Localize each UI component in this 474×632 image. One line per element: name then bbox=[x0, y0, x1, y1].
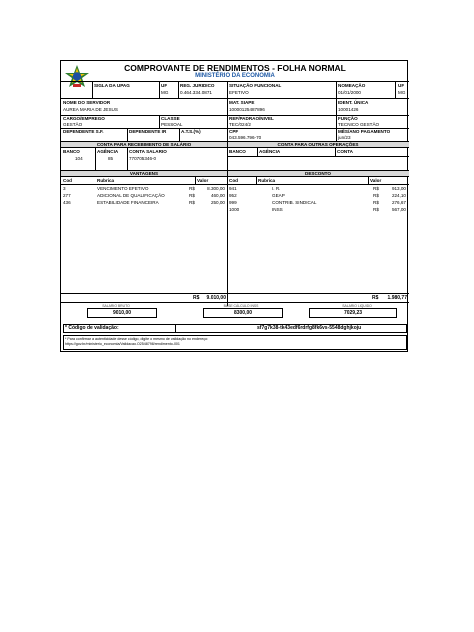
vantagens-title: VANTAGENS bbox=[61, 170, 227, 177]
list-item: 1000 bbox=[229, 207, 240, 212]
list-item: R$ bbox=[373, 186, 379, 191]
list-item: INSS bbox=[272, 207, 283, 212]
validation-code: sf7g7k38-tk43edf6rdrfg8fk6vs-5548dghjkoju bbox=[257, 325, 362, 331]
list-item: R$ bbox=[189, 193, 195, 198]
ident-value: 10001426 bbox=[338, 107, 359, 112]
base-inss-value: 8300,00 bbox=[233, 310, 253, 316]
list-item: I. R. bbox=[272, 186, 281, 191]
nomeacao-value: 01/01/2000 bbox=[338, 90, 361, 95]
classe-label: CLASSE bbox=[161, 116, 180, 121]
desconto-total: 1.980,77 bbox=[387, 295, 407, 301]
list-item: R$ bbox=[373, 207, 379, 212]
reg-label: REG. JURIDICO bbox=[180, 83, 215, 88]
desconto-total-currency: R$ bbox=[372, 295, 379, 301]
desconto-title: DESCONTO bbox=[227, 170, 409, 177]
banco-label: BANCO bbox=[63, 149, 80, 154]
list-item: ADICIONAL DE QUALIFICAÇÃO bbox=[97, 193, 165, 198]
vantagens-col-rubrica: Rubrica bbox=[97, 178, 115, 183]
uf-value: MG bbox=[161, 90, 169, 95]
vantagens-col-valor: Valor bbox=[197, 178, 209, 183]
cargo-value: GESTÃO bbox=[63, 122, 83, 127]
siape-value: 10000125487896 bbox=[229, 107, 265, 112]
uf2-value: MG bbox=[398, 90, 406, 95]
ident-label: IDENT. ÚNICA bbox=[338, 100, 369, 105]
list-item: R$ bbox=[373, 193, 379, 198]
cpf-label: CPF bbox=[229, 129, 239, 134]
document-title: COMPROVANTE DE RENDIMENTOS - FOLHA NORMAL bbox=[124, 63, 346, 73]
list-item: 913,00 bbox=[391, 186, 406, 191]
other-banco-label: BANCO bbox=[229, 149, 246, 154]
list-item: R$ bbox=[373, 200, 379, 205]
ministry-subtitle: MINISTÉRIO DA ECONOMIA bbox=[195, 73, 275, 79]
desconto-col-valor: Valor bbox=[370, 178, 382, 183]
vantagens-total: 9.010,00 bbox=[206, 295, 226, 301]
base-inss-label: BASE CÁLCULO INSS bbox=[223, 304, 259, 308]
payslip-document bbox=[60, 60, 408, 352]
agencia-value: 85 bbox=[108, 156, 114, 161]
list-item: 3 bbox=[63, 186, 66, 191]
desconto-col-rubrica: Rubrica bbox=[258, 178, 276, 183]
salario-bruto-label: SALARIO BRUTO bbox=[102, 304, 130, 308]
list-item: 8.300,00 bbox=[207, 186, 225, 191]
dep-ir-label: DEPENDENTE IR bbox=[129, 129, 167, 134]
list-item: GEAP bbox=[272, 193, 285, 198]
other-account-title: CONTA PARA OUTRAS OPERAÇÕES bbox=[227, 141, 409, 148]
funcao-value: TECNICO GESTÃO bbox=[338, 122, 380, 127]
validation-label: * Código de validação: bbox=[65, 325, 119, 331]
sigla-label: SIGLA DA UPAG bbox=[94, 83, 130, 88]
list-item: 250,00 bbox=[210, 200, 225, 205]
other-conta-label: CONTA bbox=[337, 149, 353, 154]
classe-value: PESSOAL bbox=[161, 122, 183, 127]
salario-liquido-label: SALARIO LIQUIDO bbox=[342, 304, 372, 308]
list-item: 436 bbox=[63, 200, 71, 205]
list-item: R$ bbox=[189, 186, 195, 191]
validation-note: * Para confirmar a autenticidade desse código, digite o mesmo de validação no endereço: bbox=[65, 337, 209, 341]
situacao-value: EFETIVO bbox=[229, 90, 249, 95]
uf2-label: UF bbox=[398, 83, 405, 88]
ats-label: A.T.S.(%) bbox=[181, 129, 201, 134]
validation-url[interactable]: https://gov.br/ministerio_economia/Validacao.O2548798/rendimento-001 bbox=[65, 342, 180, 346]
banco-value: 104 bbox=[75, 156, 83, 161]
vantagens-col-cod: Cod bbox=[63, 178, 72, 183]
dep-sf-label: DEPENDENTE S.F. bbox=[63, 129, 104, 134]
uf-label: UF bbox=[161, 83, 168, 88]
list-item: 276,67 bbox=[391, 200, 406, 205]
list-item: 941 bbox=[229, 186, 237, 191]
nome-value: AUREA MARIA DE JESUS bbox=[63, 107, 118, 112]
list-item: 999 bbox=[229, 200, 237, 205]
salario-liquido-value: 7029,23 bbox=[343, 310, 363, 316]
list-item: ESTABILIDADE FINANCEIRA bbox=[97, 200, 159, 205]
ref-label: REF/PADRAO/NIVEL bbox=[229, 116, 274, 121]
list-item: VENCIMENTO EFETIVO bbox=[97, 186, 149, 191]
list-item: 224,10 bbox=[391, 193, 406, 198]
siape-label: MAT. SIAPE bbox=[229, 100, 255, 105]
conta-salario-value: 770705346-0 bbox=[129, 156, 157, 161]
reg-value: 0.464.334.0871 bbox=[180, 90, 212, 95]
ref-value: TEC/024/2 bbox=[229, 122, 251, 127]
vantagens-total-currency: R$ bbox=[193, 295, 200, 301]
list-item: 567,00 bbox=[391, 207, 406, 212]
nomeacao-label: NOMEAÇÃO bbox=[338, 83, 366, 88]
cpf-value: 043.596.796-70 bbox=[229, 135, 262, 140]
list-item: 277 bbox=[63, 193, 71, 198]
other-agencia-label: AGÊNCIA bbox=[259, 149, 281, 154]
list-item: R$ bbox=[189, 200, 195, 205]
mes-value: jun/23 bbox=[338, 135, 351, 140]
list-item: CONTRIB. SINDICAL bbox=[272, 200, 317, 205]
situacao-label: SITUAÇÃO FUNCIONAL bbox=[229, 83, 282, 88]
salario-bruto-value: 9010,00 bbox=[112, 310, 132, 316]
cargo-label: CARGO/EMPREGO bbox=[63, 116, 105, 121]
conta-salario-label: CONTA SALARIO bbox=[129, 149, 167, 154]
list-item: 460,00 bbox=[210, 193, 225, 198]
list-item: 952 bbox=[229, 193, 237, 198]
desconto-col-cod: Cod bbox=[229, 178, 238, 183]
mes-label: MÊS/ANO PAGAMENTO bbox=[338, 129, 391, 134]
nome-label: NOME DO SERVIDOR bbox=[63, 100, 111, 105]
agencia-label: AGÊNCIA bbox=[97, 149, 119, 154]
salary-account-title: CONTA PARA RECEBIMENTO DE SALÁRIO bbox=[61, 141, 227, 148]
funcao-label: FUNÇÃO bbox=[338, 116, 358, 121]
